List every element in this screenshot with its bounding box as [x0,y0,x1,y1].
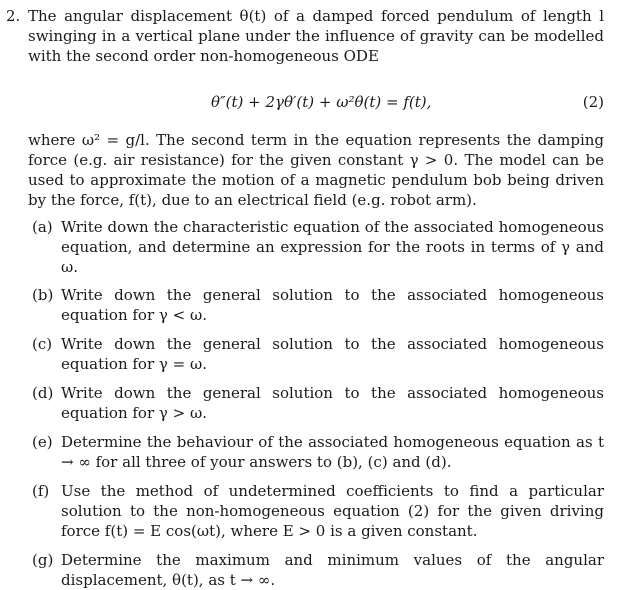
equation-body: θ″(t) + 2γθ′(t) + ω²θ(t) = f(t), [211,93,432,111]
part-g [32,550,604,590]
parts-list [32,217,604,590]
part-a [32,217,604,277]
part-c [32,334,604,374]
question-intro: The angular displacement θ(t) of a damped forced pendulum of length l swinging in a vertical plane under the influence of gravity can be modelled with the second order non-homogeneous ODE [28,7,604,65]
part-text: Write down the characteristic equation of the associated homogeneous equation, and determine an expression for the roots in terms of γ and ω. [61,218,604,276]
part-d [32,383,604,423]
part-f [32,481,604,541]
part-label: (e) [32,433,53,451]
equation-tag: (2) [582,93,604,111]
part-label: (f) [32,482,50,500]
part-e [32,432,604,472]
part-text: Determine the behaviour of the associated homogeneous equation as t → ∞ for all three of your answers to (b), (c) and (d). [61,433,604,471]
part-text: Write down the general solution to the associated homogeneous equation for γ = ω. [61,335,604,373]
part-b [32,285,604,325]
question-number: 2. [6,7,21,25]
part-label: (a) [32,218,53,236]
where-paragraph: where ω² = g/l. The second term in the equation represents the damping force (e.g. air resistance) for the given constant γ > 0. The model can be used to approximate the motion of a magnetic pendulum bob being driven by the force, f(t), due to an electrical field (e.g. robot arm). [28,131,604,209]
part-label: (c) [32,335,53,353]
part-label: (d) [32,384,54,402]
part-label: (g) [32,551,54,569]
part-text: Use the method of undetermined coefficients to find a particular solution to the non-homogeneous equation (2) for the given driving force f(t) = E cos(ωt), where E > 0 is a given constant. [61,482,604,540]
part-text: Determine the maximum and minimum values of the angular displacement, θ(t), as t → ∞. [61,551,604,589]
part-text: Write down the general solution to the associated homogeneous equation for γ < ω. [61,286,604,324]
part-label: (b) [32,286,54,304]
part-text: Write down the general solution to the associated homogeneous equation for γ > ω. [61,384,604,422]
